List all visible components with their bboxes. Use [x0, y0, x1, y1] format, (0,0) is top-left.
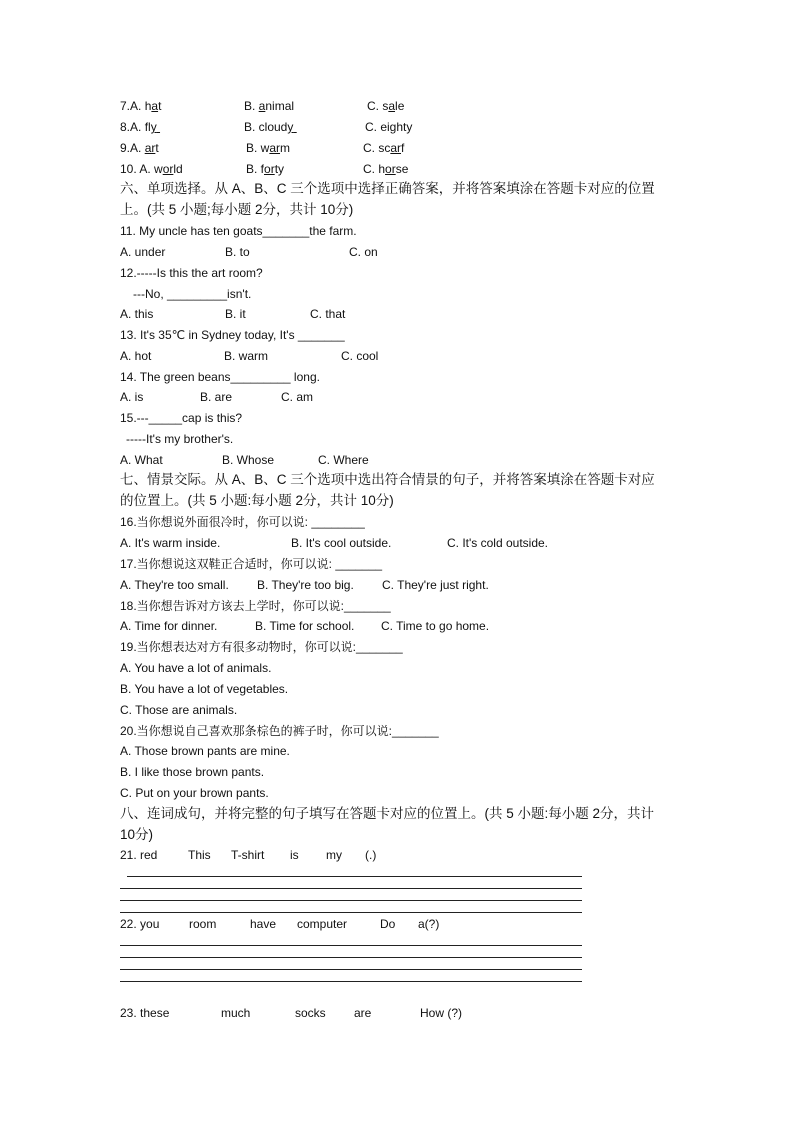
option-c: C. cool — [341, 349, 379, 363]
option-c: C. eighty — [365, 120, 413, 134]
option-b: B. It's cool outside. — [291, 536, 392, 550]
section8-title-line1: 八、连词成句，并将完整的句子填写在答题卡对应的位置上。(共 5 小题:每小题 2分，共计 — [120, 806, 655, 821]
option-a: A. hot — [120, 349, 152, 363]
option-c: C. Where — [318, 453, 369, 467]
option-b: B. Whose — [222, 453, 275, 467]
q16-text: 16.当你想说外面很冷时，你可以说: ________ — [120, 515, 365, 529]
q15-line1: 15.---_____cap is this? — [120, 411, 243, 425]
option-c: C. scarf — [363, 141, 405, 155]
option-b: B. are — [200, 390, 233, 404]
q18-text: 18.当你想告诉对方该去上学时，你可以说:_______ — [120, 599, 391, 613]
option-b: B. cloudy — [244, 120, 294, 134]
option-a: A. It's warm inside. — [120, 536, 221, 550]
word: T-shirt — [231, 848, 265, 862]
section6-title-line2: 上。(共 5 小题;每小题 2分，共计 10分) — [120, 202, 354, 217]
writing-line — [120, 912, 582, 913]
option-a: A. this — [120, 307, 154, 321]
option-a: 10. A. world — [120, 162, 183, 176]
option-b: B. animal — [244, 99, 295, 113]
option-c: C. It's cold outside. — [447, 536, 549, 550]
q19-option-b: B. You have a lot of vegetables. — [120, 682, 289, 696]
q15-line2: -----It's my brother's. — [126, 432, 234, 446]
writing-line — [127, 876, 582, 877]
word: How (?) — [420, 1006, 463, 1020]
word: are — [354, 1006, 372, 1020]
word: 21. red — [120, 848, 158, 862]
q14-text: 14. The green beans_________ long. — [120, 370, 320, 384]
option-c: C. Time to go home. — [381, 619, 490, 633]
option-b: B. it — [225, 307, 246, 321]
word: my — [326, 848, 342, 862]
word: 22. you — [120, 917, 160, 931]
word: is — [290, 848, 299, 862]
option-a: A. Time for dinner. — [120, 619, 218, 633]
word: 23. these — [120, 1006, 170, 1020]
writing-line — [120, 888, 582, 889]
option-c: C. am — [281, 390, 314, 404]
option-a: A. under — [120, 245, 166, 259]
section7-title-line2: 的位置上。(共 5 小题:每小题 2分，共计 10分) — [120, 493, 394, 508]
q20-option-a: A. Those brown pants are mine. — [120, 744, 290, 758]
word: have — [250, 917, 277, 931]
option-b: B. Time for school. — [255, 619, 355, 633]
word: (.) — [365, 848, 377, 862]
option-a: A. They're too small. — [120, 578, 229, 592]
option-a: 8.A. fly — [120, 120, 157, 134]
word: This — [188, 848, 211, 862]
q17-text: 17.当你想说这双鞋正合适时，你可以说: _______ — [120, 557, 383, 571]
q20-option-b: B. I like those brown pants. — [120, 765, 265, 779]
writing-line — [120, 945, 582, 946]
word: Do — [380, 917, 396, 931]
option-b: B. warm — [246, 141, 291, 155]
option-c: C. sale — [367, 99, 405, 113]
option-b: B. warm — [224, 349, 269, 363]
option-a: A. is — [120, 390, 144, 404]
q13-text: 13. It's 35℃ in Sydney today, It's _______ — [120, 328, 345, 342]
section7-title-line1: 七、情景交际。从 A、B、C 三个选项中选出符合情景的句子，并将答案填涂在答题卡对应 — [120, 472, 655, 487]
option-c: C. that — [310, 307, 346, 321]
option-a: A. What — [120, 453, 163, 467]
q12-line2: ---No, _________isn't. — [133, 287, 252, 301]
option-c: C. They're just right. — [382, 578, 489, 592]
q20-text: 20.当你想说自己喜欢那条棕色的裤子时，你可以说:_______ — [120, 724, 439, 738]
writing-line — [120, 981, 582, 982]
option-b: B. They're too big. — [257, 578, 354, 592]
q20-option-c: C. Put on your brown pants. — [120, 786, 269, 800]
section6-title-line1: 六、单项选择。从 A、B、C 三个选项中选择正确答案，并将答案填涂在答题卡对应的位置 — [120, 181, 655, 196]
word: much — [221, 1006, 251, 1020]
option-b: B. forty — [246, 162, 285, 176]
word: a(?) — [418, 917, 440, 931]
writing-line — [120, 969, 582, 970]
option-b: B. to — [225, 245, 250, 259]
writing-line — [120, 957, 582, 958]
word: computer — [297, 917, 348, 931]
q19-text: 19.当你想表达对方有很多动物时，你可以说:_______ — [120, 640, 403, 654]
word: room — [189, 917, 217, 931]
section8-title-line2: 10分) — [120, 827, 154, 842]
writing-line — [120, 900, 582, 901]
q12-line1: 12.-----Is this the art room? — [120, 266, 263, 280]
word: socks — [295, 1006, 326, 1020]
q19-option-a: A. You have a lot of animals. — [120, 661, 272, 675]
option-a: 7.A. hat — [120, 99, 162, 113]
q19-option-c: C. Those are animals. — [120, 703, 238, 717]
option-a: 9.A. art — [120, 141, 159, 155]
option-c: C. horse — [363, 162, 409, 176]
option-c: C. on — [349, 245, 378, 259]
q11-text: 11. My uncle has ten goats_______the farm. — [120, 224, 357, 238]
